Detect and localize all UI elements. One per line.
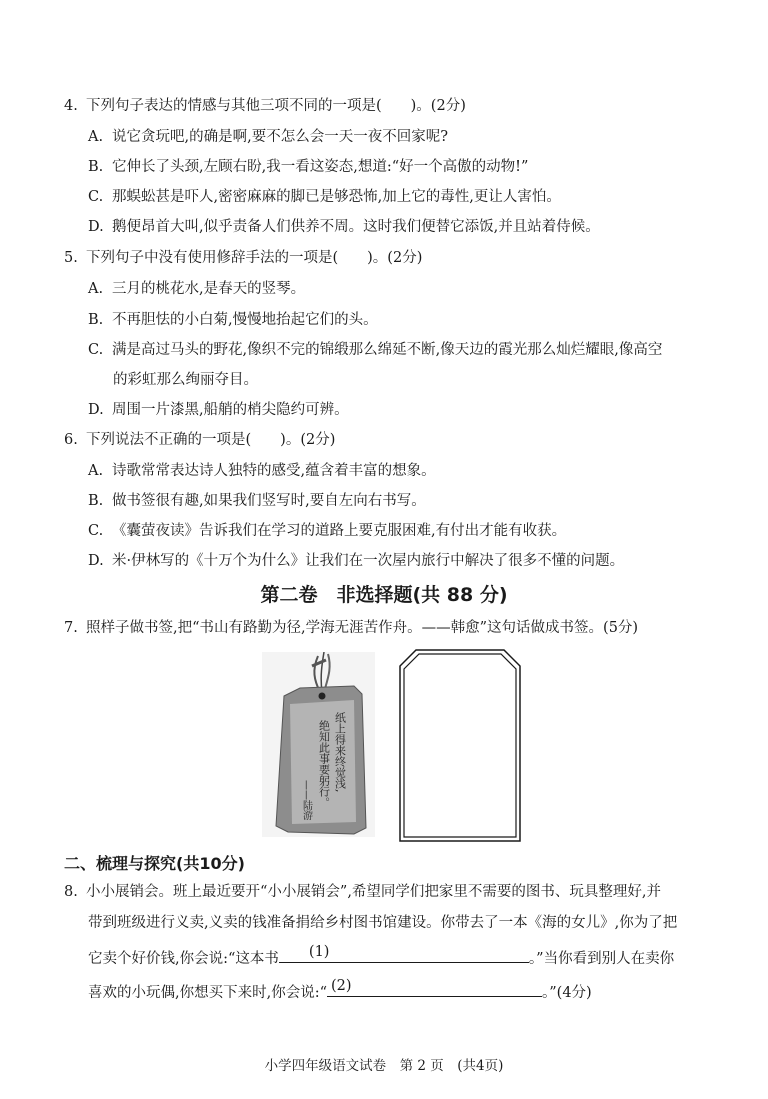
page-footer: 小学四年级语文试卷 第 2 页 (共4页) — [264, 1058, 504, 1074]
q8-blank-1[interactable]: (1) — [279, 946, 529, 963]
section2-title: 第二卷 非选择题(共 88 分) — [260, 584, 508, 606]
part2-title: 二、梳理与探究(共10分) — [64, 854, 245, 873]
q4-option-a[interactable]: A. 说它贪玩吧,的确是啊,要不怎么会一天一夜不回家呢? — [88, 129, 448, 145]
q6-option-a[interactable]: A. 诗歌常常表达诗人独特的感受,蕴含着丰富的想象。 — [88, 463, 436, 479]
bookmark-poem-author: ——陆游 — [300, 780, 312, 820]
q4-option-b[interactable]: B. 它伸长了头颈,左顾右盼,我一看这姿态,想道:“好一个高傲的动物!” — [88, 159, 529, 175]
q5-option-a[interactable]: A. 三月的桃花水,是春天的竖琴。 — [88, 281, 306, 297]
q5-option-c-continued: 的彩虹那么绚丽夺目。 — [113, 372, 258, 388]
q5-option-c[interactable]: C. 满是高过马头的野花,像织不完的锦缎那么绵延不断,像天边的霞光那么灿烂耀眼,像高空 — [88, 342, 663, 358]
q7-stem: 7. 照样子做书签,把“书山有路勤为径,学海无涯苦作舟。——韩愈”这句话做成书签。(5分) — [64, 620, 639, 636]
q6-option-d[interactable]: D. 米·伊林写的《十万个为什么》让我们在一次屋内旅行中解决了很多不懂的问题。 — [88, 553, 625, 569]
q8-line3: 它卖个好价钱,你会说:“这本书 (1) 。”当你看到别人在卖你 — [88, 944, 675, 967]
q6-stem: 6. 下列说法不正确的一项是( )。(2分) — [64, 432, 336, 448]
bookmark-poem-col1: 纸上得来终觉浅, — [333, 712, 347, 793]
q6-option-c[interactable]: C. 《囊萤夜读》告诉我们在学习的道路上要克服困难,有付出才能有收获。 — [88, 523, 567, 539]
q4-option-c[interactable]: C. 那蜈蚣甚是吓人,密密麻麻的脚已是够恐怖,加上它的毒性,更让人害怕。 — [88, 189, 561, 205]
q6-option-b[interactable]: B. 做书签很有趣,如果我们竖写时,要自左向右书写。 — [88, 493, 426, 509]
q8-line4: 喜欢的小玩偶,你想买下来时,你会说:“ (2) 。”(4分) — [88, 978, 592, 1001]
q4-option-d[interactable]: D. 鹅便昂首大叫,似乎责备人们供养不周。这时我们便替它添饭,并且站着侍候。 — [88, 219, 600, 235]
bookmark-poem-col2: 绝知此事要躬行。 — [317, 720, 331, 808]
q4-stem: 4. 下列句子表达的情感与其他三项不同的一项是( )。(2分) — [64, 98, 466, 114]
q5-option-b[interactable]: B. 不再胆怯的小白菊,慢慢地抬起它们的头。 — [88, 312, 378, 328]
example-bookmark-image — [262, 652, 375, 837]
q5-stem: 5. 下列句子中没有使用修辞手法的一项是( )。(2分) — [64, 250, 423, 266]
q8-line1: 8. 小小展销会。班上最近要开“小小展销会”,希望同学们把家里不需要的图书、玩具整理好,并 — [64, 884, 662, 900]
bookmark-photo-svg — [262, 652, 375, 837]
q8-blank-2[interactable]: (2) — [327, 980, 542, 997]
blank-bookmark-frame[interactable] — [398, 648, 522, 843]
q5-option-d[interactable]: D. 周围一片漆黑,船艄的梢尖隐约可辨。 — [88, 402, 349, 418]
bookmark-frame-svg — [398, 648, 522, 843]
q8-line2: 带到班级进行义卖,义卖的钱准备捐给乡村图书馆建设。你带去了一本《海的女儿》,你为了把 — [88, 915, 678, 931]
